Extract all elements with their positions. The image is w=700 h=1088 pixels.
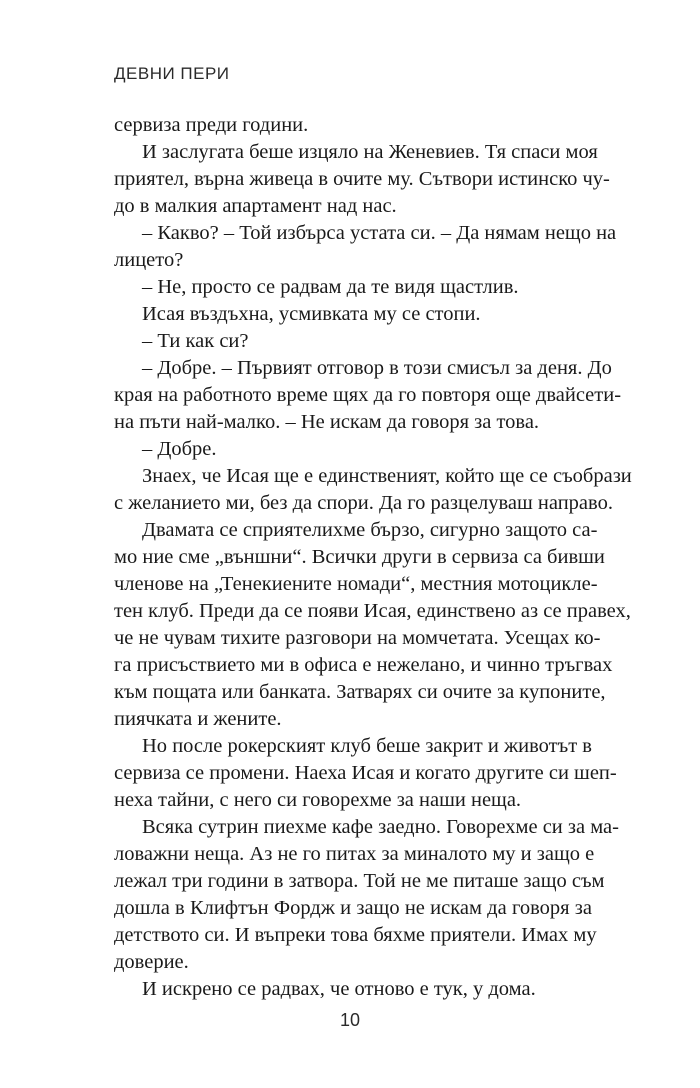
text-line: – Не, просто се радвам да те видя щастлив. — [142, 276, 519, 298]
text-line: с желанието ми, без да спори. Да го разцелуваш направо. — [114, 492, 613, 514]
text-line: пиячката и жените. — [114, 708, 282, 730]
text-line: дошла в Клифтън Фордж и защо не искам да говоря за — [114, 897, 592, 919]
text-line: – Добре. — [142, 438, 217, 460]
text-line: ловажни неща. Аз не го питах за миналото му и защо е — [114, 843, 595, 865]
text-line: – Добре. – Първият отговор в този смисъл за деня. До — [142, 357, 612, 379]
text-line: Знаех, че Исая ще е единственият, който ще се съобрази — [142, 465, 632, 487]
text-line: приятел, върна живеца в очите му. Сътвори истинско чу- — [114, 168, 610, 190]
text-line: към пощата или банката. Затварях си очите за купоните, — [114, 681, 606, 703]
text-line: Всяка сутрин пиехме кафе заедно. Говорехме си за ма- — [142, 816, 619, 838]
text-line: – Какво? – Той избърса устата си. – Да нямам нещо на — [142, 222, 617, 244]
body-text — [114, 112, 632, 1003]
text-line: детството си. И въпреки това бяхме приятели. Имах му — [114, 924, 597, 946]
text-line: И заслугата беше изцяло на Женевиев. Тя спаси моя — [142, 141, 598, 163]
text-line: Но после рокерският клуб беше закрит и животът в — [142, 735, 592, 757]
text-line: тен клуб. Преди да се появи Исая, единствено аз се правех, — [114, 600, 631, 622]
text-line: Исая въздъхна, усмивката му се стопи. — [142, 303, 481, 325]
text-line: мо ние сме „външни“. Всички други в сервиза са бивши — [114, 546, 605, 568]
text-line: лицето? — [114, 249, 184, 271]
text-line: – Ти как си? — [142, 330, 249, 352]
text-line: неха тайни, с него си говорехме за наши неща. — [114, 789, 522, 811]
text-line: Двамата се сприятелихме бързо, сигурно защото са- — [142, 519, 598, 541]
text-line: до в малкия апартамент над нас. — [114, 195, 397, 217]
text-line: че не чувам тихите разговори на момчетата. Усещах ко- — [114, 627, 601, 649]
text-line: на пъти най-малко. – Не искам да говоря за това. — [114, 411, 540, 433]
text-line: членове на „Тенекиените номади“, местния мотоцикле- — [114, 573, 598, 595]
page-number: 10 — [339, 1010, 361, 1030]
text-line: доверие. — [114, 951, 189, 973]
text-line: сервиза се промени. Наеха Исая и когато другите си шеп- — [114, 762, 617, 784]
text-line: га присъствието ми в офиса е нежелано, и чинно тръгвах — [114, 654, 613, 676]
text-line: сервиза преди години. — [114, 114, 309, 136]
running-head: ДЕВНИ ПЕРИ — [114, 64, 230, 83]
text-line: лежал три години в затвора. Той не ме питаше защо съм — [114, 870, 605, 892]
text-line: И искрено се радвах, че отново е тук, у дома. — [142, 978, 536, 1000]
text-line: края на работното време щях да го повторя още двайсети- — [114, 384, 622, 406]
